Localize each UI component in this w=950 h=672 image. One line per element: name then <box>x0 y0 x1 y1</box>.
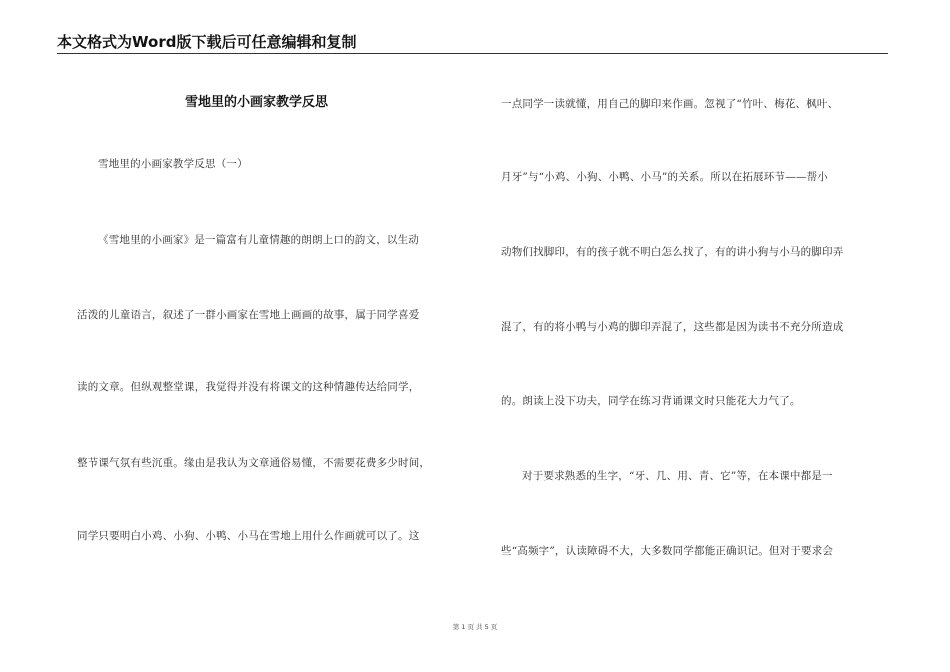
right-paragraph-line: 些“高频字”，认读障碍不大，大多数同学都能正确识记。但对于要求会 <box>501 545 834 557</box>
right-paragraph-line: 月牙”与“小鸡、小狗、小鸭、小马”的关系。所以在拓展环节——帮小 <box>501 171 829 183</box>
left-paragraph-line: 雪地里的小画家教学反思（一） <box>98 158 248 170</box>
left-paragraph-line: 《雪地里的小画家》是一篇富有儿童情趣的朗朗上口的韵文，以生动 <box>98 234 419 246</box>
left-paragraph-line: 读的文章。但纵观整堂课，我觉得并没有将课文的这种情趣传达给同学， <box>77 381 420 393</box>
document-title: 雪地里的小画家教学反思 <box>185 95 329 110</box>
right-paragraph-line: 对于要求熟悉的生字，“牙、几、用、青、它”等，在本课中都是一 <box>522 470 833 482</box>
page-number: 第 1 页 共 5 页 <box>452 623 498 631</box>
header-divider <box>57 53 888 54</box>
document-header: 本文格式为Word版下载后可任意编辑和复制 <box>57 33 357 51</box>
left-paragraph-line: 活泼的儿童语言，叙述了一群小画家在雪地上画画的故事，属于同学喜爱 <box>77 309 420 321</box>
right-paragraph-line: 一点同学一读就懂，用自己的脚印来作画。忽视了“竹叶、梅花、枫叶、 <box>501 98 839 110</box>
right-paragraph-line: 动物们找脚印，有的孩子就不明白怎么找了，有的讲小狗与小马的脚印弄 <box>501 246 844 258</box>
right-paragraph-line: 的。朗读上没下功夫，同学在练习背诵课文时只能花大力气了。 <box>501 395 801 407</box>
left-paragraph-line: 同学只要明白小鸡、小狗、小鸭、小马在雪地上用什么作画就可以了。这 <box>77 530 420 542</box>
right-paragraph-line: 混了，有的将小鸭与小鸡的脚印弄混了，这些都是因为读书不充分所造成 <box>501 321 844 333</box>
left-paragraph-line: 整节课气氛有些沉重。缘由是我认为文章通俗易懂，不需要花费多少时间， <box>77 457 431 469</box>
